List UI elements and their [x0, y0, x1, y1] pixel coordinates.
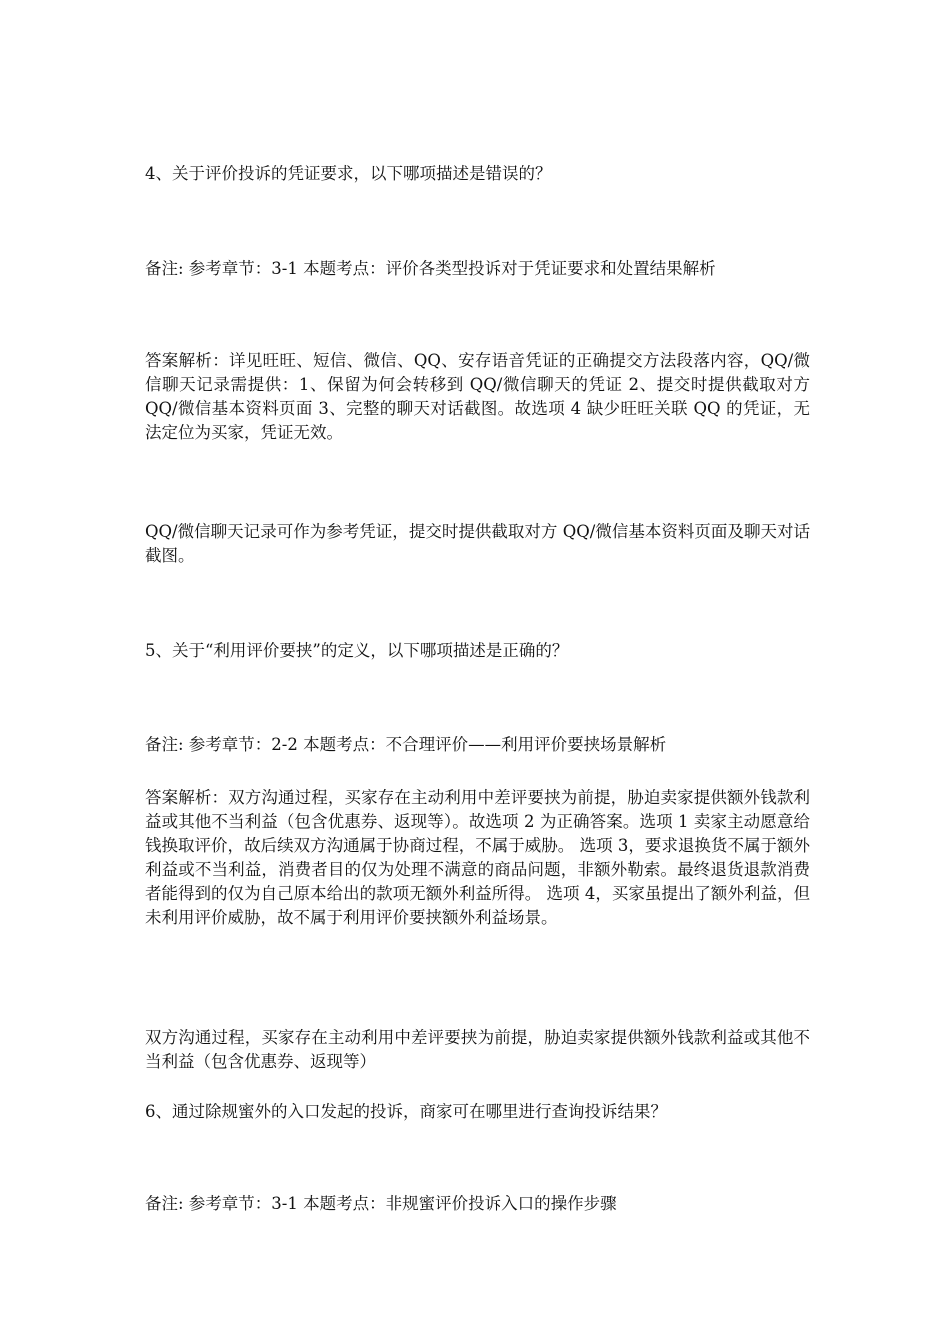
question-4: 4、关于评价投诉的凭证要求，以下哪项描述是错误的？ [145, 164, 552, 183]
question-4-analysis: 答案解析：详见旺旺、短信、微信、QQ、安存语音凭证的正确提交方法段落内容，QQ/微信聊天记录需提供：1、保留为何会转移到 QQ/微信聊天的凭证 2、提交时提供截取对方 QQ/微信基本资料页面 3、完整的聊天对话截图。故选项 4 缺少旺旺关联 QQ 的凭证，无法定位为买家，凭证无效。 [145, 351, 810, 442]
question-5: 5、关于“利用评价要挟”的定义，以下哪项描述是正确的？ [145, 641, 569, 660]
question-4-note: 备注: 参考章节：3-1 本题考点：评价各类型投诉对于凭证要求和处置结果解析 [145, 259, 716, 278]
question-5-analysis: 答案解析：双方沟通过程，买家存在主动利用中差评要挟为前提，胁迫卖家提供额外钱款利益或其他不当利益（包含优惠券、返现等）。故选项 2 为正确答案。选项 1 卖家主动愿意给钱换取评价，故后续双方沟通属于协商过程，不属于威胁。 选项 3，要求退换货不属于额外利益或不当利益，消费者目的仅为处理不满意的商品问题，非额外勒索。最终退货退款消费者能得到的仅为自己原本给出的款项无额外利益所得。 选项 4，买家虽提出了额外利益，但未利用评价威胁，故不属于利用评价要挟额外利益场景。 [145, 788, 810, 927]
question-5-key-point: 双方沟通过程，买家存在主动利用中差评要挟为前提，胁迫卖家提供额外钱款利益或其他不当利益（包含优惠券、返现等） [145, 1028, 810, 1071]
question-5-note: 备注: 参考章节：2-2 本题考点：不合理评价——利用评价要挟场景解析 [145, 735, 667, 754]
question-6: 6、通过除规蜜外的入口发起的投诉，商家可在哪里进行查询投诉结果？ [145, 1102, 667, 1121]
question-6-note: 备注: 参考章节：3-1 本题考点：非规蜜评价投诉入口的操作步骤 [145, 1194, 617, 1213]
question-4-key-point: QQ/微信聊天记录可作为参考凭证，提交时提供截取对方 QQ/微信基本资料页面及聊天对话截图。 [145, 522, 810, 565]
